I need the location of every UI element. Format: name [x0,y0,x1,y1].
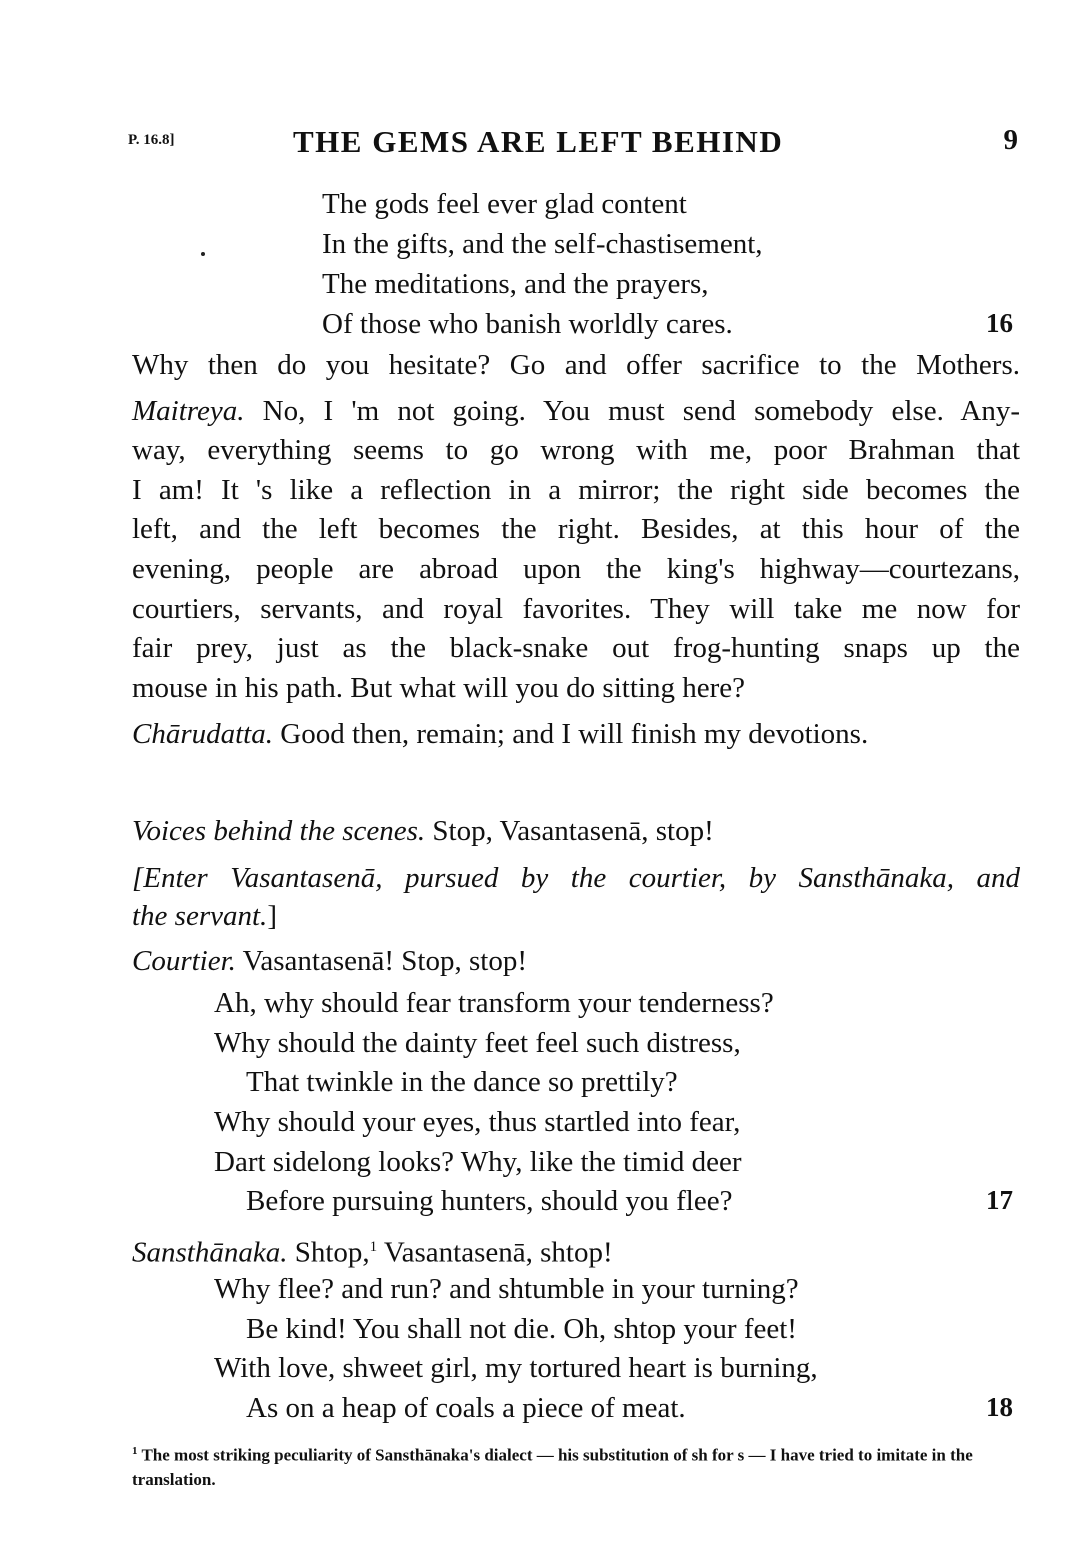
speaker-name: Sansthānaka. [132,1236,288,1269]
prose-line: I am! It 's like a reflection in a mirror; the right side becomes the [132,474,1020,506]
footnote-marker: 1 [369,1239,378,1255]
speech-text: No, I 'm not going. You must send somebody else. Any- [244,395,1020,427]
stage-direction-line: [Enter Vasantasenā, pursued by the courtier, by Sansthānaka, and [132,862,1020,894]
speech-text: Shtop, [287,1236,370,1269]
speech-charudatta [132,714,1020,754]
verse-line: Why flee? and run? and shtumble in your turning? [214,1273,799,1305]
prose-line: fair prey, just as the black-snake out frog-hunting snaps up the [132,632,1020,664]
footnote [132,1439,1020,1492]
footnote-text: The most striking peculiarity of Sansthānaka's dialect — his substitution of sh for s — I have tried to imitate in the translation. [132,1445,973,1489]
verse-line: That twinkle in the dance so prettily? [246,1066,678,1098]
prose-line: Why then do you hesitate? Go and offer sacrifice to the Mothers. [132,349,1020,381]
speech-text: Good then, remain; and I will finish my devotions. [273,718,869,750]
speech-sansthanaka [132,1227,1020,1273]
speech-maitreya-line [132,391,1020,431]
footnote-marker: 1 [132,1445,138,1457]
speech-voices [132,811,1020,851]
verse-line: Of those who banish worldly cares. [322,308,733,340]
verse-line: The gods feel ever glad content [322,188,687,220]
verse-line: In the gifts, and the self-chastisement, [322,228,763,260]
page-number: 9 [1003,124,1018,156]
prose-line: mouse in his path. But what will you do sitting here? [132,672,745,704]
verse-line: Why should the dainty feet feel such distress, [214,1027,741,1059]
verse-number: 16 [986,308,1013,338]
verse-line: As on a heap of coals a piece of meat. [246,1392,686,1424]
speech-text: Stop, Vasantasenā, stop! [425,815,714,847]
stage-direction-line [132,896,1020,936]
speaker-name: Voices behind the scenes. [132,815,426,847]
verse-line: The meditations, and the prayers, [322,268,709,300]
verse-line: Be kind! You shall not die. Oh, shtop your feet! [246,1313,797,1345]
speaker-name: Courtier. [132,945,236,977]
verse-line: Dart sidelong looks? Why, like the timid deer [214,1146,742,1178]
prose-line: evening, people are abroad upon the king's highway—courtezans, [132,553,1020,585]
speaker-name: Chārudatta. [132,718,273,750]
verse-line: Before pursuing hunters, should you flee? [246,1185,733,1217]
speech-text: Vasantasenā, shtop! [377,1236,613,1269]
running-title: THE GEMS ARE LEFT BEHIND [293,124,784,159]
verse-line: Ah, why should fear transform your tenderness? [214,987,774,1019]
verse-number: 18 [986,1392,1013,1422]
running-head [128,124,1020,164]
prose-line: left, and the left becomes the right. Besides, at this hour of the [132,513,1020,545]
speaker-name: Maitreya. [132,395,245,427]
stage-direction-bracket: ] [267,900,277,932]
speech-courtier [132,941,1020,981]
speech-text: Vasantasenā! Stop, stop! [235,945,527,977]
verse-number: 17 [986,1185,1013,1215]
verse-line: With love, shweet girl, my tortured heart is burning, [214,1352,818,1384]
verse-line: Why should your eyes, thus startled into fear, [214,1106,741,1138]
prose-line: courtiers, servants, and royal favorites. They will take me now for [132,593,1020,625]
page-reference: P. 16.8] [128,132,175,148]
stray-mark [201,252,205,256]
prose-line: way, everything seems to go wrong with me, poor Brahman that [132,434,1020,466]
stage-direction-text: the servant. [132,900,268,932]
